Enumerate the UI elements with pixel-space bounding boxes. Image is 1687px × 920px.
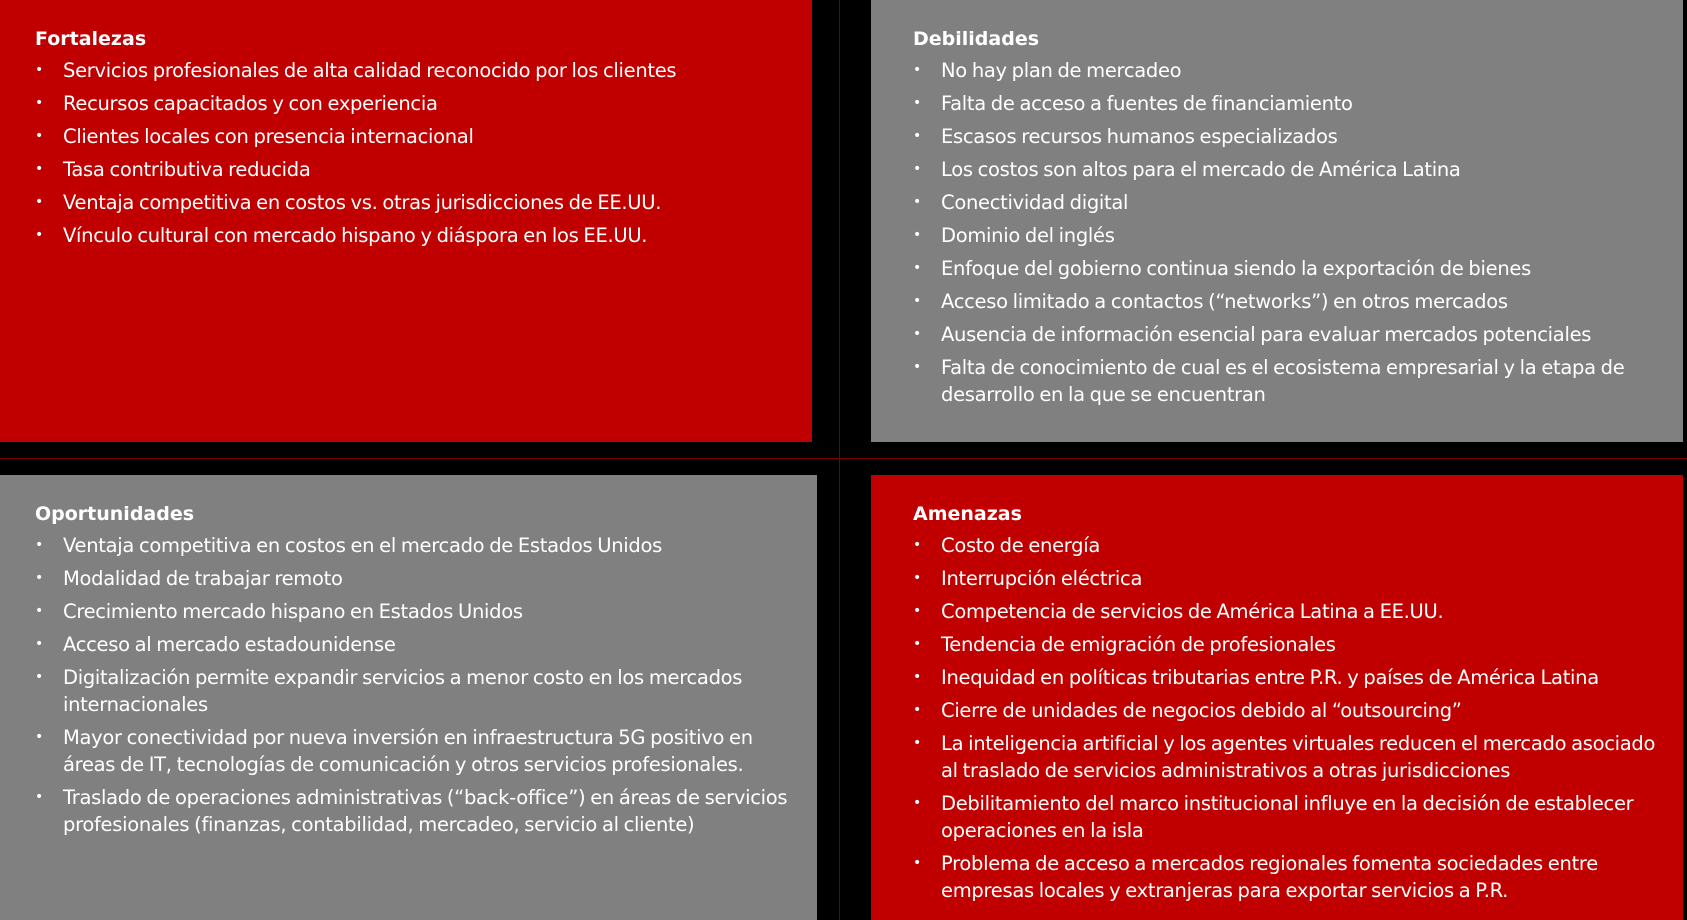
list-item-text: Tendencia de emigración de profesionales: [941, 633, 1336, 656]
list-item: [35, 532, 797, 559]
list-item: [913, 790, 1663, 844]
list-item: [35, 222, 792, 249]
list-item-text: Falta de conocimiento de cual es el ecosistema empresarial y la etapa de desarrollo en la que se encuentran: [941, 356, 1625, 406]
list-item: [35, 57, 792, 84]
list-item: [913, 850, 1663, 904]
list-item-text: Competencia de servicios de América Latina a EE.UU.: [941, 600, 1444, 623]
list-item: [35, 784, 797, 838]
bullet-icon: •: [913, 326, 921, 342]
bullet-icon: •: [35, 570, 43, 586]
list-item: [913, 631, 1663, 658]
list-item-text: Modalidad de trabajar remoto: [63, 567, 343, 590]
bullet-icon: •: [35, 636, 43, 652]
bullet-icon: •: [913, 735, 921, 751]
list-item: [913, 730, 1663, 784]
bullet-icon: •: [913, 570, 921, 586]
list-item-text: Conectividad digital: [941, 191, 1129, 214]
list-item-text: Los costos son altos para el mercado de América Latina: [941, 158, 1461, 181]
strengths-title: Fortalezas: [35, 28, 147, 50]
threats-title: Amenazas: [913, 503, 1022, 525]
list-item-text: Tasa contributiva reducida: [63, 158, 311, 181]
threats-list: [913, 532, 1663, 904]
list-item: [35, 123, 792, 150]
strengths-panel: [0, 0, 812, 442]
bullet-icon: •: [35, 128, 43, 144]
list-item-text: Interrupción eléctrica: [941, 567, 1143, 590]
bullet-icon: •: [913, 95, 921, 111]
bullet-icon: •: [35, 227, 43, 243]
bullet-icon: •: [35, 669, 43, 685]
bullet-icon: •: [35, 603, 43, 619]
bullet-icon: •: [913, 62, 921, 78]
bullet-icon: •: [913, 702, 921, 718]
list-item: [35, 598, 797, 625]
list-item: [35, 724, 797, 778]
list-item: [913, 222, 1663, 249]
list-item: [913, 123, 1663, 150]
bullet-icon: •: [35, 194, 43, 210]
list-item-text: Dominio del inglés: [941, 224, 1115, 247]
list-item-text: Cierre de unidades de negocios debido al “outsourcing”: [941, 699, 1462, 722]
list-item: [913, 565, 1663, 592]
list-item: [913, 156, 1663, 183]
list-item: [913, 57, 1663, 84]
list-item: [35, 664, 797, 718]
horizontal-divider: [0, 458, 1687, 459]
list-item: [913, 288, 1663, 315]
strengths-list: [35, 57, 792, 249]
list-item-text: Ventaja competitiva en costos en el mercado de Estados Unidos: [63, 534, 662, 557]
list-item-text: Problema de acceso a mercados regionales fomenta sociedades entre empresas locales y extranjeras para exportar servicios a P.R.: [941, 852, 1598, 902]
bullet-icon: •: [913, 128, 921, 144]
bullet-icon: •: [35, 95, 43, 111]
list-item-text: No hay plan de mercadeo: [941, 59, 1182, 82]
list-item-text: Mayor conectividad por nueva inversión en infraestructura 5G positivo en áreas de IT, tecnologías de comunicación y otros servicios profesionales.: [63, 726, 753, 776]
list-item: [913, 189, 1663, 216]
list-item: [913, 354, 1663, 408]
list-item-text: Crecimiento mercado hispano en Estados Unidos: [63, 600, 523, 623]
opportunities-panel: [0, 475, 817, 920]
opportunities-title: Oportunidades: [35, 503, 195, 525]
list-item: [913, 255, 1663, 282]
list-item-text: Enfoque del gobierno continua siendo la exportación de bienes: [941, 257, 1531, 280]
bullet-icon: •: [35, 537, 43, 553]
list-item-text: Ventaja competitiva en costos vs. otras jurisdicciones de EE.UU.: [63, 191, 662, 214]
bullet-icon: •: [35, 789, 43, 805]
list-item: [913, 90, 1663, 117]
threats-panel: [871, 475, 1683, 920]
bullet-icon: •: [913, 669, 921, 685]
list-item-text: Escasos recursos humanos especializados: [941, 125, 1338, 148]
bullet-icon: •: [913, 194, 921, 210]
bullet-icon: •: [913, 227, 921, 243]
list-item-text: La inteligencia artificial y los agentes virtuales reducen el mercado asociado al traslado de servicios administrativos a otras jurisdicciones: [941, 732, 1656, 782]
list-item-text: Acceso al mercado estadounidense: [63, 633, 396, 656]
list-item: [35, 631, 797, 658]
bullet-icon: •: [913, 161, 921, 177]
list-item: [913, 697, 1663, 724]
bullet-icon: •: [35, 729, 43, 745]
opportunities-list: [35, 532, 797, 838]
list-item-text: Vínculo cultural con mercado hispano y diáspora en los EE.UU.: [63, 224, 648, 247]
bullet-icon: •: [913, 855, 921, 871]
list-item: [35, 156, 792, 183]
list-item: [913, 664, 1663, 691]
list-item-text: Ausencia de información esencial para evaluar mercados potenciales: [941, 323, 1592, 346]
list-item-text: Acceso limitado a contactos (“networks”) en otros mercados: [941, 290, 1508, 313]
list-item: [913, 321, 1663, 348]
list-item: [35, 90, 792, 117]
vertical-divider: [839, 0, 840, 920]
list-item-text: Servicios profesionales de alta calidad reconocido por los clientes: [63, 59, 677, 82]
list-item: [913, 598, 1663, 625]
bullet-icon: •: [913, 603, 921, 619]
bullet-icon: •: [913, 636, 921, 652]
bullet-icon: •: [913, 795, 921, 811]
list-item: [913, 532, 1663, 559]
bullet-icon: •: [913, 537, 921, 553]
bullet-icon: •: [913, 260, 921, 276]
list-item-text: Recursos capacitados y con experiencia: [63, 92, 438, 115]
list-item-text: Traslado de operaciones administrativas (“back-office”) en áreas de servicios profesionales (finanzas, contabilidad, mercadeo, servicio al cliente): [63, 786, 788, 836]
list-item-text: Falta de acceso a fuentes de financiamiento: [941, 92, 1353, 115]
list-item-text: Debilitamiento del marco institucional influye en la decisión de establecer operaciones en la isla: [941, 792, 1634, 842]
bullet-icon: •: [35, 161, 43, 177]
list-item: [35, 565, 797, 592]
list-item-text: Digitalización permite expandir servicios a menor costo en los mercados internacionales: [63, 666, 743, 716]
list-item: [35, 189, 792, 216]
list-item-text: Clientes locales con presencia internacional: [63, 125, 474, 148]
bullet-icon: •: [913, 293, 921, 309]
list-item-text: Inequidad en políticas tributarias entre P.R. y países de América Latina: [941, 666, 1599, 689]
weaknesses-title: Debilidades: [913, 28, 1040, 50]
weaknesses-list: [913, 57, 1663, 408]
bullet-icon: •: [913, 359, 921, 375]
weaknesses-panel: [871, 0, 1683, 442]
bullet-icon: •: [35, 62, 43, 78]
list-item-text: Costo de energía: [941, 534, 1101, 557]
